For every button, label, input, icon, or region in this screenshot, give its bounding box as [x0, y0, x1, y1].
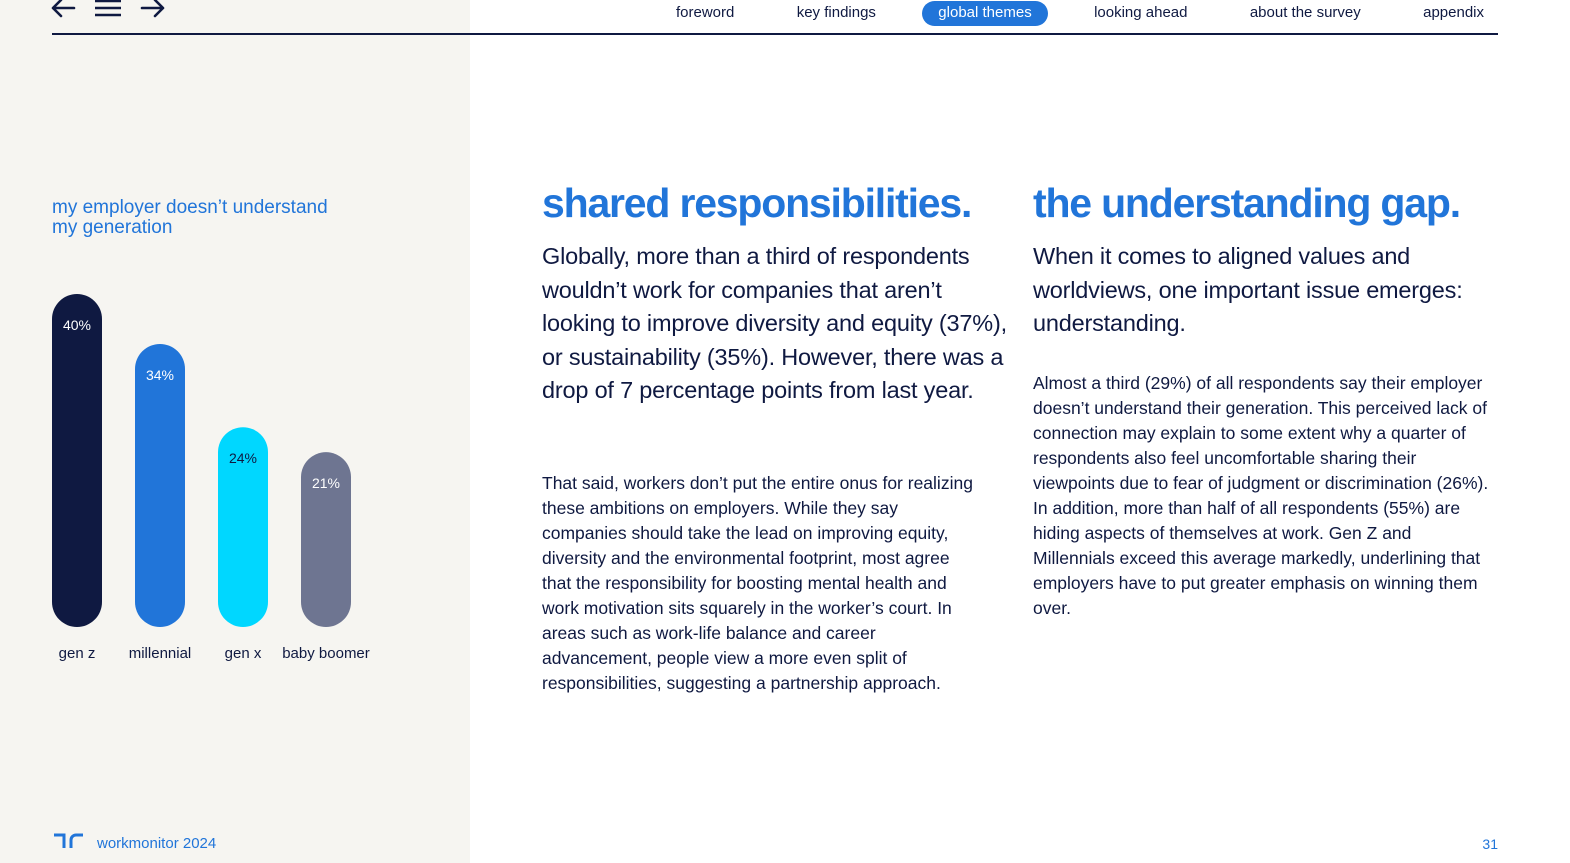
footer-brand: workmonitor 2024 — [97, 835, 217, 852]
bar-millennial — [135, 344, 185, 627]
chart-title: my employer doesn’t understand my generation — [52, 197, 328, 238]
bar-category-label: gen z — [58, 645, 96, 662]
bar-category-label: baby boomer — [282, 645, 370, 662]
randstad-logo-icon — [52, 833, 85, 854]
left-column-lead: Globally, more than a third of respondents wouldn’t work for companies that aren’t looking to improve diversity and equity (37%), or sustainability (35%). However, there was a drop of 7 percentage points from last year. — [542, 243, 1007, 403]
tab-looking-ahead[interactable]: looking ahead — [1094, 3, 1188, 21]
right-column-lead: When it comes to aligned values and worldviews, one important issue emerges: understanding. — [1033, 243, 1463, 336]
tab-key-findings[interactable]: key findings — [796, 3, 876, 21]
tab-global-themes[interactable]: global themes — [922, 1, 1047, 26]
top-nav — [660, 0, 1500, 26]
left-column-title: shared responsibilities. — [542, 180, 972, 226]
menu-icon[interactable] — [94, 0, 122, 23]
header-divider — [52, 33, 1498, 35]
left-column-body: That said, workers don’t put the entire onus for realizing these ambitions on employers. While they say companies should take the lead on improving equity, diversity and the environmental footprint, most agree that the responsibility for boosting mental health and work motivation sits squarely in the worker’s court. In areas such as work-life balance and career advancement, people view a more even split of responsibilities, suggesting a partnership approach. — [542, 473, 973, 693]
bar-value-label: 34% — [145, 366, 175, 383]
bar-gen-z — [52, 294, 102, 627]
tab-foreword[interactable]: foreword — [676, 3, 735, 21]
forward-arrow-icon[interactable] — [140, 0, 166, 23]
back-arrow-icon[interactable] — [50, 0, 76, 23]
page-number: 31 — [1482, 836, 1498, 852]
right-column-title: the understanding gap. — [1033, 180, 1460, 226]
bar-value-label: 21% — [311, 475, 341, 492]
bar-value-label: 40% — [62, 317, 92, 333]
bar-category-label: millennial — [128, 645, 192, 662]
bar-chart — [0, 270, 470, 690]
bar-value-label: 24% — [228, 450, 258, 467]
footer — [52, 833, 216, 854]
bar-category-label: gen x — [224, 645, 262, 662]
nav-controls — [50, 0, 166, 24]
right-column-body: Almost a third (29%) of all respondents say their employer doesn’t understand their generation. This perceived lack of connection may explain to some extent why a quarter of respondents also feel uncomfortable sharing their viewpoints due to fear of judgment or discrimination (26%). In addition, more than half of all respondents (55%) are hiding aspects of themselves at work. Gen Z and Millennials exceed this average markedly, underlining that employers have to put greater emphasis on winning them over. — [1033, 373, 1489, 618]
tab-about-the-survey[interactable]: about the survey — [1249, 3, 1361, 21]
tab-appendix[interactable]: appendix — [1423, 3, 1484, 21]
